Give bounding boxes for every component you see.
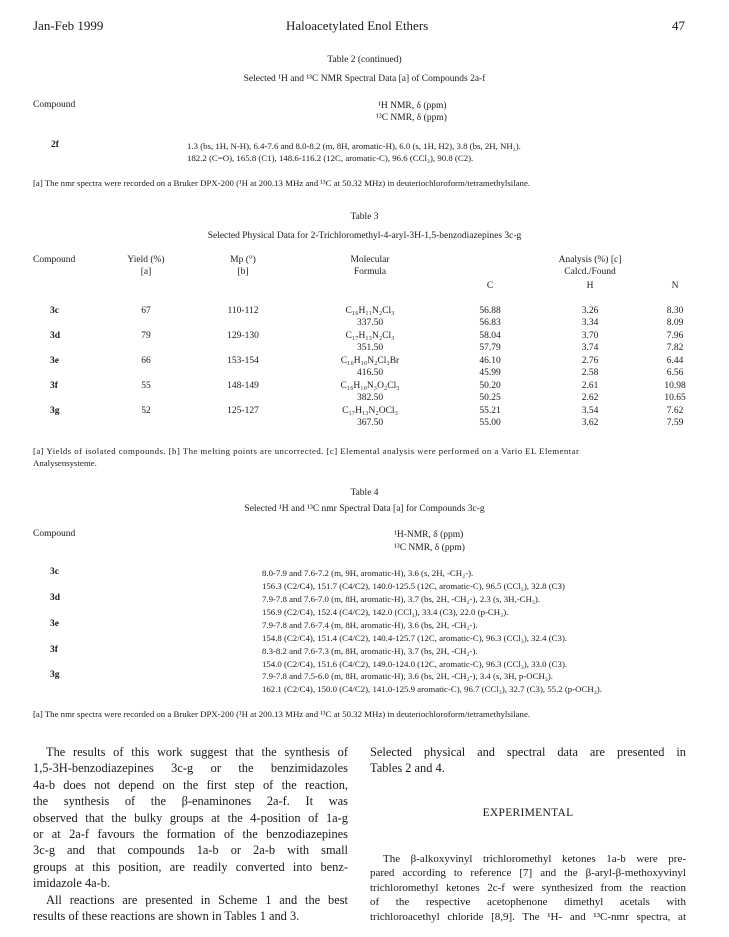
running-header-title: Haloacetylated Enol Ethers (286, 18, 429, 33)
c-nmr-data: 162.1 (C2/C4), 150.0 (C4/C2), 141.0-125.9 aromatic-C), 96.7 (CCl₃), 32.7 (C3), 55.2 (p-OCH₃). (262, 684, 602, 694)
h-found: 2.62 (581, 393, 599, 403)
h-found: 2.58 (581, 368, 599, 378)
h-found: 3.34 (581, 318, 599, 328)
mw-value: 337.50 (356, 318, 384, 328)
paragraph-line: results of these reactions are shown in Tables 1 and 3. (33, 909, 300, 924)
compound-id: 3e (50, 619, 59, 629)
paragraph-line: of the respective acetophenone dimethyl acetals with (370, 896, 686, 909)
h-calcd: 3.70 (581, 331, 599, 341)
c-nmr-data: 156.3 (C2/C4), 151.7 (C4/C2), 140.0-125.5 (12C, aromatic-C), 96.5 (CCl₃), 32.8 (C3) (262, 581, 565, 591)
table-4-title: Table 4 (350, 488, 379, 498)
n-found: 7.82 (666, 343, 684, 353)
running-header-date: Jan-Feb 1999 (33, 18, 104, 33)
paragraph-line: the synthesis of the β-enaminones 2a-f. It was (33, 794, 348, 809)
paragraph-line: groups at this position, are readily converted into benz- (33, 859, 348, 874)
table-4-caption: Selected ¹H and ¹³C nmr Spectral Data [a] for Compounds 3c-g (244, 504, 485, 514)
h-nmr-data: 8.0-7.9 and 7.6-7.2 (m, 9H, aromatic-H), 3.6 (s, 2H, -CH₂-). (262, 568, 474, 578)
h-calcd: 3.54 (581, 406, 599, 416)
body-left-column (33, 744, 348, 924)
formula-value: C₁₆H₁₀N₃O₂Cl₃ (340, 381, 400, 391)
table-3-header-formula-2: Formula (353, 267, 387, 277)
table-3-title: Table 3 (350, 212, 379, 222)
table-2-row-c: 182.2 (C=O), 165.8 (C1), 148.6-116.2 (12C, aromatic-C), 96.6 (CCl₃), 90.8 (C2). (187, 153, 474, 163)
table-3-header-mp: Mp (°) (230, 255, 256, 265)
h-calcd: 2.76 (581, 356, 599, 366)
n-calcd: 10.98 (664, 381, 686, 391)
c-found: 56.83 (479, 318, 501, 328)
table-3-header-yield-note: [a] (140, 267, 152, 277)
n-found: 7.59 (666, 418, 684, 428)
paragraph-line: or at 2a-f favours the formation of the benzodiazepines (33, 827, 348, 842)
table-3-footnote-2: Analysensysteme. (33, 458, 97, 468)
compound-id: 3e (50, 356, 59, 366)
h-found: 3.74 (581, 343, 599, 353)
formula-value: C₁₇H₁₃N₂OCl₃ (342, 406, 398, 416)
paragraph-line: observed that the bulky groups at the 4-position of 1a-g (33, 810, 348, 825)
table-3-header-yield: Yield (%) (127, 255, 165, 265)
n-calcd: 7.96 (666, 331, 684, 341)
c-calcd: 56.88 (479, 306, 501, 316)
paragraph-line: trichloromethyl ketones 2c-f were synthesized from the reaction (370, 881, 686, 894)
h-found: 3.62 (581, 418, 599, 428)
paragraph-line: Tables 2 and 4. (370, 761, 445, 776)
c-calcd: 58.04 (479, 331, 501, 341)
mw-value: 416.50 (356, 368, 384, 378)
table-4-header-c: ¹³C NMR, δ (ppm) (394, 543, 465, 553)
h-calcd: 2.61 (581, 381, 599, 391)
c-nmr-data: 154.8 (C2/C4), 151.4 (C4/C2), 140.4-125.7 (12C, aromatic-C), 96.3 (CCl₃), 32.4 (C3). (262, 633, 568, 643)
paragraph-line: The results of this work suggest that the synthesis of (46, 745, 348, 759)
compound-id: 3g (50, 670, 60, 680)
mp-value: 125-127 (227, 406, 259, 416)
body-right-intro (370, 744, 686, 777)
table-3-header-h: H (586, 281, 594, 291)
c-nmr-data: 154.0 (C2/C4), 151.6 (C4/C2), 149.0-124.0 (12C, aromatic-C), 96.3 (CCl₃), 33.0 (C3). (262, 659, 568, 669)
table-2-footnote: [a] The nmr spectra were recorded on a Bruker DPX-200 (¹H at 200.13 MHz and ¹³C at 50.32 MHz) in deuteriochloroform/tetramethylsilane. (33, 178, 531, 188)
n-calcd: 8.30 (666, 306, 684, 316)
c-found: 50.25 (479, 393, 501, 403)
paragraph-line: 4a-b does not depend on the first step of the reaction, (33, 777, 348, 792)
compound-id: 3d (50, 593, 61, 603)
mp-value: 110-112 (227, 306, 259, 316)
compound-id: 3c (50, 306, 59, 316)
body-right-experimental (370, 852, 686, 924)
formula-value: C₁₆H₁₁N₂Cl₃ (345, 306, 395, 316)
compound-id: 3f (50, 645, 58, 655)
paragraph-line: Selected physical and spectral data are presented in (370, 745, 686, 759)
yield-value: 55 (141, 381, 151, 391)
h-nmr-data: 8.3-8.2 and 7.6-7.3 (m, 8H, aromatic-H), 3.7 (bs, 2H, -CH₂-). (262, 646, 478, 656)
paragraph-line: The β-alkoxyvinyl trichloromethyl ketones 1a-b were pre- (383, 853, 686, 865)
table-2-row-h: 1.3 (bs, 1H, N-H), 6.4-7.6 and 8.0-8.2 (m, 8H, aromatic-H), 6.0 (s, 1H, H2), 3.8 (bs, 2H, NH₂). (187, 141, 521, 151)
mp-value: 129-130 (227, 331, 259, 341)
mw-value: 367.50 (356, 418, 384, 428)
table-2-header-compound: Compound (33, 100, 76, 110)
c-found: 55.00 (479, 418, 501, 428)
c-calcd: 55.21 (479, 406, 501, 416)
table-3-header-analysis-1: Analysis (%) [c] (558, 255, 622, 265)
mp-value: 148-149 (227, 381, 259, 391)
compound-id: 3f (50, 381, 58, 391)
table-2-row-id: 2f (51, 140, 59, 150)
mw-value: 351.50 (356, 343, 384, 353)
c-found: 57.79 (479, 343, 501, 353)
h-calcd: 3.26 (581, 306, 599, 316)
table-2-header-h: ¹H NMR, δ (ppm) (378, 101, 447, 111)
paragraph-line: 1,5-3H-benzodiazepines 3c-g or the benzimidazoles (33, 761, 348, 776)
mp-value: 153-154 (227, 356, 259, 366)
formula-value: C₁₇H₁₃N₂Cl₃ (345, 331, 395, 341)
n-found: 10.65 (664, 393, 686, 403)
formula-value: C₁₆H₁₀N₂Cl₃Br (340, 356, 400, 366)
table-3-header-compound: Compound (33, 255, 76, 265)
table-3-caption: Selected Physical Data for 2-Trichloromethyl-4-aryl-3H-1,5-benzodiazepines 3c-g (207, 231, 522, 241)
n-calcd: 6.44 (666, 356, 684, 366)
yield-value: 67 (141, 306, 151, 316)
table-4-header-h: ¹H-NMR, δ (ppm) (394, 530, 464, 540)
n-found: 6.56 (666, 368, 684, 378)
h-nmr-data: 7.9-7.8 and 7.6-7.4 (m, 8H, aromatic-H), 3.6 (bs, 2H, -CH₂-). (262, 620, 478, 630)
table-3-header-c: C (486, 281, 494, 291)
yield-value: 66 (141, 356, 151, 366)
yield-value: 52 (141, 406, 151, 416)
table-3-header-mp-note: [b] (237, 267, 249, 277)
table-4-header-compound: Compound (33, 529, 76, 539)
table-4-footnote: [a] The nmr spectra were recorded on a Bruker DPX-200 (¹H at 200.13 MHz and ¹³C at 50.32 MHz) in deuteriochloroform/tetramethylsilane. (33, 709, 531, 719)
table-3-header-n: N (671, 281, 679, 291)
table-3-footnote-1: [a] Yields of isolated compounds. [b] The melting points are uncorrected. [c] Elemental analysis were performed on a Vario EL Elementar (33, 446, 580, 456)
paragraph-line: imidazole 4a-b. (33, 876, 111, 891)
yield-value: 79 (141, 331, 151, 341)
c-found: 45.99 (479, 368, 501, 378)
table-2-header-c: ¹³C NMR, δ (ppm) (376, 113, 447, 123)
c-nmr-data: 156.9 (C2/C4), 152.4 (C4/C2), 142.0 (CCl₃), 33.4 (C3), 22.0 (p-CH₃). (262, 607, 509, 617)
compound-id: 3d (50, 331, 61, 341)
c-calcd: 50.20 (479, 381, 501, 391)
paragraph-line: trichloroacethyl chloride [8,9]. The ¹H- and ¹³C-nmr spectra, at (370, 910, 686, 923)
section-heading-experimental: EXPERIMENTAL (482, 807, 574, 819)
paragraph-line: All reactions are presented in Scheme 1 and the best (46, 892, 348, 907)
table-2-caption: Selected ¹H and ¹³C NMR Spectral Data [a] of Compounds 2a-f (243, 74, 486, 84)
c-calcd: 46.10 (479, 356, 501, 366)
compound-id: 3g (50, 406, 60, 416)
table-3-header-formula-1: Molecular (350, 255, 390, 265)
n-found: 8.09 (666, 318, 684, 328)
table-3-header-analysis-2: Calcd./Found (564, 267, 616, 277)
h-nmr-data: 7.9-7.8 and 7.6-7.0 (m, 8H, aromatic-H), 3.7 (bs, 2H, -CH₂-), 2.3 (s, 3H,-CH₃). (262, 594, 541, 604)
n-calcd: 7.62 (666, 406, 684, 416)
h-nmr-data: 7.9-7.8 and 7.5-6.0 (m, 8H, aromatic-H), 3.6 (bs, 2H, -CH₂-), 3.4 (s, 3H, p-OCH₃). (262, 671, 554, 681)
paragraph-line: pared according to reference [7] and the β-aryl-β-methoxyvinyl (370, 867, 686, 880)
page-number: 47 (672, 18, 685, 33)
paragraph-line: 3c-g and that compounds 1a-b or 2a-b with small (33, 843, 348, 858)
mw-value: 382.50 (356, 393, 384, 403)
table-2-title: Table 2 (continued) (327, 55, 402, 65)
compound-id: 3c (50, 567, 59, 577)
